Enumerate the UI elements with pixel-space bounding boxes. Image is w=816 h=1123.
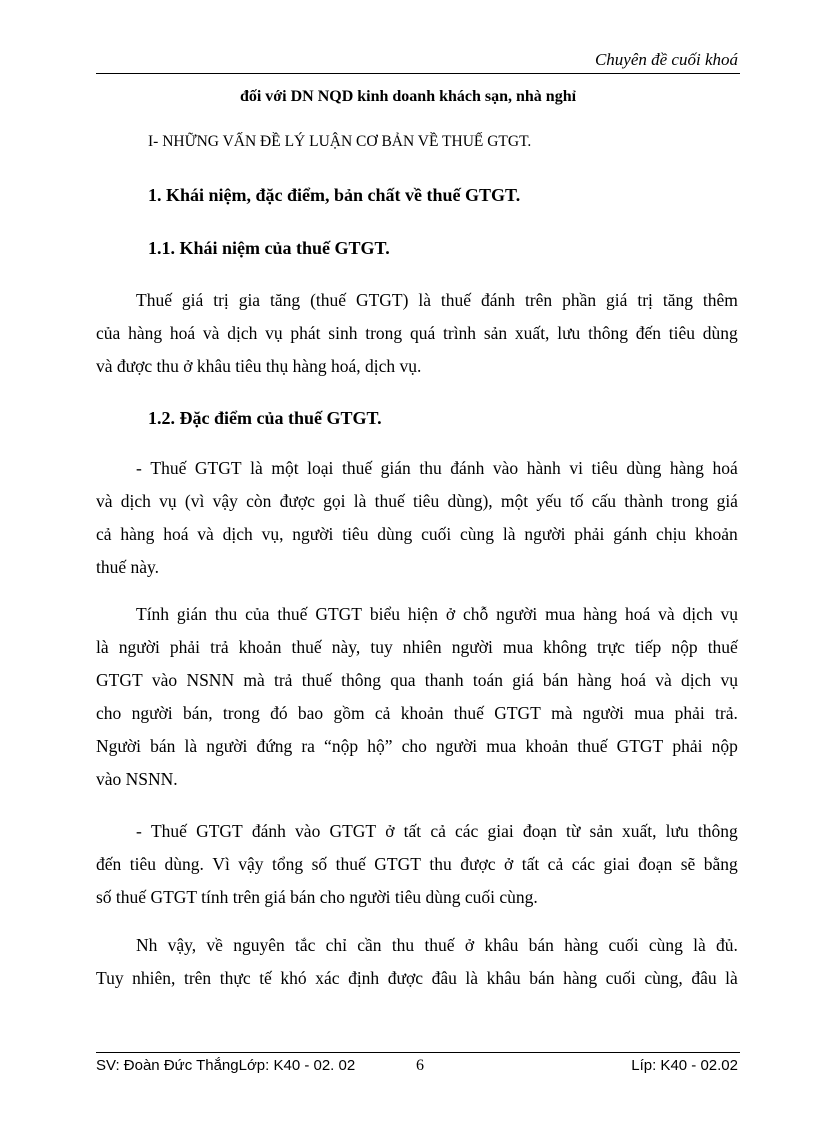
- word: dùng.: [164, 854, 204, 874]
- word: hàng: [577, 670, 612, 690]
- word: bán: [542, 670, 569, 690]
- word: trên: [183, 968, 212, 988]
- word: cho: [401, 736, 427, 756]
- word: là: [502, 524, 516, 544]
- word: người: [292, 524, 334, 544]
- word: cho: [96, 703, 122, 723]
- word: đánh: [251, 821, 286, 841]
- word: hoá: [163, 524, 189, 544]
- word: các: [571, 854, 595, 874]
- word: cả: [547, 854, 564, 874]
- word: tiêu: [129, 854, 156, 874]
- word: gánh: [613, 524, 648, 544]
- word: xuất,: [621, 821, 657, 841]
- word: Nh: [136, 935, 158, 955]
- word: tiêu: [412, 491, 440, 511]
- word: cùng: [460, 524, 495, 544]
- heading-1-1: 1.1. Khái niệm của thuế GTGT.: [148, 238, 390, 258]
- word: về: [206, 935, 223, 955]
- word: phải: [674, 703, 705, 723]
- word: sản: [589, 821, 613, 841]
- paragraph-2: [96, 452, 738, 584]
- word: người: [496, 604, 538, 624]
- word: hàng: [669, 458, 704, 478]
- word: đến: [96, 854, 122, 874]
- word: nộp: [711, 736, 738, 756]
- word: từ: [566, 821, 581, 841]
- word: đến: [635, 323, 661, 343]
- word: hàng: [128, 323, 163, 343]
- word: bao: [297, 703, 324, 723]
- word: hàng: [120, 524, 155, 544]
- word: của: [245, 604, 270, 624]
- word: xác: [315, 968, 340, 988]
- word: đánh: [450, 458, 485, 478]
- word: đâu: [431, 968, 457, 988]
- word: mua: [545, 604, 576, 624]
- word: thuế: [335, 854, 366, 874]
- heading-1: 1. Khái niệm, đặc điểm, bản chất về thuế GTGT.: [148, 185, 521, 205]
- footer-class-info: Líp: K40 - 02.02: [631, 1057, 738, 1074]
- word: (vì: [184, 491, 205, 511]
- word: và: [658, 604, 675, 624]
- word: yếu: [536, 491, 562, 511]
- word: và: [202, 323, 220, 343]
- word: giá: [181, 290, 204, 310]
- word: và: [197, 524, 214, 544]
- word: hàng: [563, 968, 598, 988]
- paragraph-line: [96, 664, 738, 697]
- word: “nộp: [324, 736, 359, 756]
- word: trả: [273, 670, 293, 690]
- word: -: [136, 821, 142, 841]
- word: trong: [222, 703, 260, 723]
- paragraph-line: [96, 730, 738, 763]
- word: khoản: [525, 736, 569, 756]
- word: bán: [529, 968, 555, 988]
- word: cả: [374, 703, 391, 723]
- paragraph-line: số thuế GTGT tính trên giá bán cho người tiêu dùng cuối cùng.: [96, 887, 538, 907]
- word: hoá: [169, 323, 196, 343]
- word: và: [96, 491, 113, 511]
- word: đánh: [480, 290, 516, 310]
- word: chỗ: [462, 604, 489, 624]
- word: trên: [524, 290, 553, 310]
- word: không: [543, 637, 587, 657]
- word: dịch: [681, 670, 712, 690]
- word: vào: [151, 670, 178, 690]
- word: Thuế: [136, 290, 172, 310]
- word: lưu: [557, 323, 581, 343]
- word: vụ: [159, 491, 177, 511]
- word: đủ.: [716, 935, 738, 955]
- paragraph-line: [96, 452, 738, 485]
- word: tố: [569, 491, 584, 511]
- word: hiện: [407, 604, 438, 624]
- word: này,: [331, 637, 361, 657]
- word: ở: [503, 854, 514, 874]
- word: bằng: [703, 854, 738, 874]
- word: tất: [521, 854, 540, 874]
- word: dịch: [682, 604, 713, 624]
- word: cùng,: [644, 968, 683, 988]
- word: đâu: [691, 968, 717, 988]
- paragraph-line: [96, 485, 738, 518]
- word: khó: [280, 968, 307, 988]
- word: thêm: [702, 290, 738, 310]
- word: một: [500, 491, 529, 511]
- word: người: [582, 703, 624, 723]
- word: thuế: [453, 703, 484, 723]
- word: mua: [502, 637, 534, 657]
- word: giá: [606, 290, 628, 310]
- word: trong: [365, 323, 403, 343]
- word: tất: [403, 821, 422, 841]
- section-title: I- NHỮNG VẤN ĐỀ LÝ LUẬN CƠ BẢN VỀ THUẾ GTGT.: [148, 133, 532, 150]
- word: dùng: [702, 323, 738, 343]
- word: biểu: [369, 604, 400, 624]
- word: cả: [430, 821, 446, 841]
- word: NSNN: [186, 670, 235, 690]
- word: mà: [551, 703, 573, 723]
- word: người: [524, 524, 566, 544]
- word: loại: [307, 458, 334, 478]
- word: thanh: [424, 670, 464, 690]
- paragraph-line: và được thu ở khâu tiêu thụ hàng hoá, dịch vụ.: [96, 356, 422, 376]
- header-rule: [96, 73, 740, 74]
- word: bán,: [182, 703, 213, 723]
- word: qua: [390, 670, 416, 690]
- word: dịch: [227, 323, 258, 343]
- paragraph-line: [96, 518, 738, 551]
- word: Tính: [136, 604, 170, 624]
- word: GTGT: [494, 703, 541, 723]
- word: thuế: [707, 637, 738, 657]
- word: hoá: [712, 458, 738, 478]
- paragraph-line: [96, 848, 738, 881]
- word: thuế: [277, 604, 308, 624]
- page-number: 6: [416, 1057, 424, 1074]
- word: vụ: [720, 604, 738, 624]
- word: GTGT): [355, 290, 409, 310]
- word: nộp: [671, 637, 698, 657]
- word: hộ”: [367, 736, 393, 756]
- word: tiêu: [668, 323, 696, 343]
- word: được: [387, 968, 424, 988]
- word: GTGT: [329, 821, 377, 841]
- word: giá: [716, 491, 738, 511]
- word: trong: [671, 491, 709, 511]
- word: ở: [464, 935, 475, 955]
- word: thuế: [341, 458, 373, 478]
- word: tăng: [662, 290, 693, 310]
- word: thu: [419, 458, 442, 478]
- paragraph-line: [96, 697, 738, 730]
- word: dùng),: [447, 491, 493, 511]
- word: và: [655, 670, 672, 690]
- word: gián: [176, 604, 208, 624]
- word: trị: [637, 290, 653, 310]
- word: toán: [472, 670, 504, 690]
- word: là: [465, 968, 479, 988]
- word: ở: [385, 821, 395, 841]
- word: phải: [574, 524, 605, 544]
- word: gia: [238, 290, 261, 310]
- word: mua: [634, 703, 665, 723]
- document-subtitle: đối với DN NQD kinh doanh khách sạn, nhà nghỉ: [239, 88, 577, 105]
- word: hàng: [564, 935, 599, 955]
- word: cuối: [605, 968, 636, 988]
- word: thông: [588, 323, 628, 343]
- word: thu: [429, 854, 452, 874]
- word: cả: [96, 524, 112, 544]
- word: hoá: [620, 670, 647, 690]
- word: chỉ: [325, 935, 348, 955]
- word: vậy: [212, 491, 238, 511]
- word: thực: [219, 968, 251, 988]
- word: khoản: [695, 524, 738, 544]
- word: hàng: [583, 604, 618, 624]
- word: lưu: [665, 821, 689, 841]
- word: giai: [487, 821, 514, 841]
- word: thuế: [577, 736, 608, 756]
- word: người: [435, 736, 478, 756]
- paragraph-line: [96, 631, 738, 664]
- word: còn: [246, 491, 272, 511]
- word: vụ: [720, 670, 738, 690]
- word: gồm: [333, 703, 365, 723]
- word: khoản: [238, 637, 282, 657]
- paragraph-line: thuế này.: [96, 557, 160, 577]
- word: sản: [483, 323, 508, 343]
- word: dịch: [222, 524, 253, 544]
- paragraph-line: [96, 962, 738, 995]
- word: dùng: [377, 524, 413, 544]
- word: tế: [259, 968, 272, 988]
- word: tăng: [270, 290, 301, 310]
- word: GTGT: [315, 604, 362, 624]
- word: gọi: [323, 491, 346, 511]
- word: trả: [210, 637, 229, 657]
- paragraph-line: [96, 284, 738, 317]
- word: phải: [169, 637, 201, 657]
- word: vậy: [238, 854, 264, 874]
- word: các: [455, 821, 479, 841]
- word: Tuy: [96, 968, 124, 988]
- paragraph-line: [96, 815, 738, 848]
- word: thông: [697, 821, 738, 841]
- word: ra: [301, 736, 315, 756]
- word: Thuế: [150, 821, 187, 841]
- word: vào: [295, 821, 321, 841]
- word: đoạn: [522, 821, 557, 841]
- word: là: [693, 935, 706, 955]
- word: gián: [380, 458, 411, 478]
- word: vào: [492, 458, 519, 478]
- footer-student-info: SV: Đoàn Đức ThắngLớp: K40 - 02. 02: [96, 1057, 356, 1074]
- word: mà: [243, 670, 265, 690]
- word: là: [418, 290, 431, 310]
- word: dịch: [120, 491, 151, 511]
- heading-1-2: 1.2. Đặc điểm của thuế GTGT.: [148, 408, 382, 428]
- word: nguyên: [233, 935, 285, 955]
- word: tổng: [272, 854, 304, 874]
- word: -: [136, 458, 142, 478]
- word: là: [725, 968, 738, 988]
- word: là: [250, 458, 263, 478]
- word: người: [206, 736, 248, 756]
- word: quá: [409, 323, 436, 343]
- word: bán: [150, 736, 176, 756]
- paragraph-1: [96, 284, 738, 383]
- word: bán: [528, 935, 554, 955]
- word: GTGT: [96, 670, 143, 690]
- word: thuế: [440, 290, 472, 310]
- word: GTGT: [194, 458, 242, 478]
- word: định: [348, 968, 380, 988]
- word: GTGT: [616, 736, 664, 756]
- word: Vì: [212, 854, 230, 874]
- paragraph-line: [96, 929, 738, 962]
- paragraph-line: vào NSNN.: [96, 769, 178, 789]
- word: vậy,: [167, 935, 197, 955]
- word: phải: [672, 736, 703, 756]
- word: cuối: [421, 524, 452, 544]
- word: tắc: [294, 935, 316, 955]
- word: chịu: [656, 524, 687, 544]
- word: hành: [526, 458, 561, 478]
- word: thuế: [374, 491, 405, 511]
- word: khoản: [400, 703, 444, 723]
- word: trực: [597, 637, 625, 657]
- word: là: [353, 491, 367, 511]
- word: hoá: [624, 604, 651, 624]
- word: khâu: [486, 968, 521, 988]
- word: thành: [624, 491, 664, 511]
- word: nhiên: [402, 637, 442, 657]
- word: xuất,: [514, 323, 550, 343]
- word: là: [96, 637, 109, 657]
- word: thuế: [301, 670, 332, 690]
- word: số: [311, 854, 328, 874]
- word: một: [271, 458, 299, 478]
- word: sẽ: [680, 854, 696, 874]
- word: tiếp: [635, 637, 662, 657]
- word: dùng: [626, 458, 662, 478]
- word: người: [131, 703, 173, 723]
- word: cùng: [648, 935, 683, 955]
- word: tuy: [370, 637, 393, 657]
- word: được: [279, 491, 315, 511]
- word: giai: [603, 854, 630, 874]
- paragraph-5: [96, 929, 738, 995]
- word: GTGT: [374, 854, 421, 874]
- word: cần: [357, 935, 382, 955]
- word: trị: [213, 290, 229, 310]
- paragraph-4: [96, 815, 738, 914]
- word: được: [460, 854, 496, 874]
- word: cấu: [591, 491, 617, 511]
- word: thuế: [424, 935, 455, 955]
- word: tiêu: [591, 458, 618, 478]
- word: đứng: [256, 736, 293, 756]
- page-header-title: Chuyên đề cuối khoá: [594, 50, 738, 69]
- word: khâu: [484, 935, 519, 955]
- word: người: [451, 637, 493, 657]
- word: cuối: [608, 935, 639, 955]
- word: thông: [341, 670, 381, 690]
- word: đó: [270, 703, 288, 723]
- word: là: [184, 736, 198, 756]
- word: phần: [562, 290, 597, 310]
- paragraph-line: [96, 317, 738, 350]
- word: phát: [290, 323, 321, 343]
- paragraph-line: [96, 598, 738, 631]
- word: sinh: [328, 323, 358, 343]
- word: vụ,: [261, 524, 284, 544]
- word: của: [96, 323, 121, 343]
- word: Người: [96, 736, 141, 756]
- word: giá: [512, 670, 534, 690]
- word: GTGT: [196, 821, 243, 841]
- word: thu: [214, 604, 238, 624]
- footer-rule: [96, 1052, 740, 1053]
- word: ở: [445, 604, 456, 624]
- word: Thuế: [150, 458, 187, 478]
- word: thuế: [291, 637, 322, 657]
- word: trả.: [715, 703, 738, 723]
- word: nhiên,: [132, 968, 176, 988]
- word: vi: [569, 458, 583, 478]
- word: mua: [486, 736, 517, 756]
- word: thu: [391, 935, 415, 955]
- paragraph-3: [96, 598, 738, 796]
- word: đoạn: [638, 854, 673, 874]
- word: (thuế: [310, 290, 347, 310]
- word: tiêu: [342, 524, 369, 544]
- word: vụ: [265, 323, 283, 343]
- word: người: [118, 637, 160, 657]
- word: trình: [443, 323, 477, 343]
